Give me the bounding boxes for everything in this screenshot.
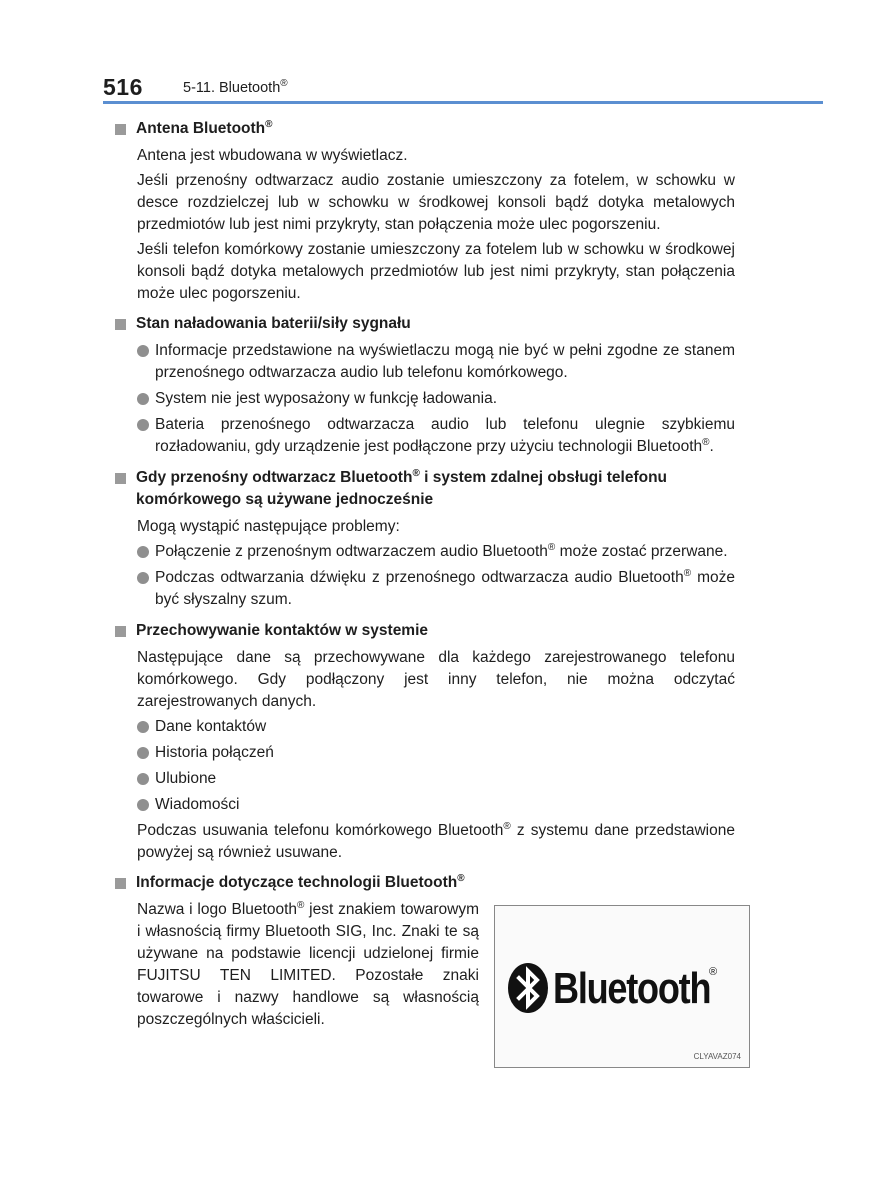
square-bullet-icon (115, 473, 126, 484)
bluetooth-logo-figure (494, 905, 750, 1068)
antenna-paragraph-1: Antena jest wbudowana w wyświetlacz. (137, 147, 408, 164)
header-rule (103, 101, 823, 104)
simultaneous-intro: Mogą wystąpić następujące problemy: (137, 518, 400, 535)
battery-bullet-2: System nie jest wyposażony w funkcję ładowania. (137, 388, 735, 410)
simultaneous-bullet-2: Podczas odtwarzania dźwięku z przenośnego odtwarzacza audio Bluetooth® może być słyszalny szum. (137, 567, 735, 611)
page-header (103, 72, 823, 106)
circle-bullet-icon (137, 773, 149, 785)
list-item: Ulubione (137, 768, 735, 790)
heading-simultaneous: Gdy przenośny odtwarzacz Bluetooth® i system zdalnej obsługi telefonu komórkowego są używane jednocześnie (115, 467, 735, 511)
square-bullet-icon (115, 626, 126, 637)
list-item: Historia połączeń (137, 742, 735, 764)
square-bullet-icon (115, 319, 126, 330)
square-bullet-icon (115, 124, 126, 135)
antenna-paragraph-3: Jeśli telefon komórkowy zostanie umieszczony za fotelem lub w schowku w środkowej konsoli bądź dotyka metalowych przedmiotów lub jest nimi przykryty, stan połączenia może ulec pogorszeniu. (137, 241, 735, 302)
heading-battery: Stan naładowania baterii/siły sygnału (115, 313, 735, 335)
bluetooth-wordmark: Bluetooth (553, 964, 711, 1013)
heading-antenna: Antena Bluetooth® (115, 118, 735, 140)
bluetooth-icon (507, 962, 549, 1014)
circle-bullet-icon (137, 747, 149, 759)
circle-bullet-icon (137, 799, 149, 811)
battery-bullet-1: Informacje przedstawione na wyświetlaczu mogą nie być w pełni zgodne ze stanem przenośnego odtwarzacza audio lub telefonu komórkowego. (137, 340, 735, 384)
circle-bullet-icon (137, 419, 149, 431)
heading-tech: Informacje dotyczące technologii Bluetooth® (115, 872, 735, 894)
circle-bullet-icon (137, 393, 149, 405)
section-title: 5-11. Bluetooth® (183, 78, 288, 96)
heading-contacts: Przechowywanie kontaktów w systemie (115, 620, 735, 642)
circle-bullet-icon (137, 572, 149, 584)
tech-block (137, 899, 741, 1069)
list-item: Wiadomości (137, 794, 735, 816)
contacts-intro: Następujące dane są przechowywane dla każdego zarejestrowanego telefonu komórkowego. Gdy podłączony jest inny telefon, nie można odczytać zarejestrowanych danych. (137, 649, 735, 710)
registered-mark: ® (709, 966, 718, 978)
simultaneous-bullet-1: Połączenie z przenośnym odtwarzaczem audio Bluetooth® może zostać przerwane. (137, 541, 735, 563)
circle-bullet-icon (137, 345, 149, 357)
square-bullet-icon (115, 878, 126, 889)
circle-bullet-icon (137, 546, 149, 558)
list-item: Dane kontaktów (137, 716, 735, 738)
circle-bullet-icon (137, 721, 149, 733)
page-content (115, 118, 741, 1069)
figure-code: CLYAVAZ074 (693, 1052, 741, 1061)
page-number: 516 (103, 74, 143, 100)
battery-bullet-3: Bateria przenośnego odtwarzacza audio lub telefonu ulegnie szybkiemu rozładowaniu, gdy urządzenie jest podłączone przy użyciu technologii Bluetooth®. (137, 414, 735, 458)
antenna-paragraph-2: Jeśli przenośny odtwarzacz audio zostanie umieszczony za fotelem, w schowku w desce rozdzielczej lub w schowku w środkowej konsoli bądź dotyka metalowych przedmiotów lub jest nimi przykryty, stan połączenia może ulec pogorszeniu. (137, 172, 735, 233)
tech-paragraph: Nazwa i logo Bluetooth® jest znakiem towarowym i własnością firmy Bluetooth SIG, Inc. Znaki te są używane na podstawie licencji udzielonej firmie FUJITSU TEN LIMITED. Pozostałe znaki towarowe i nazwy handlowe są własnością poszczególnych właścicieli. (137, 899, 479, 1028)
contacts-outro: Podczas usuwania telefonu komórkowego Bluetooth® z systemu dane przedstawione powyżej są również usuwane. (137, 820, 735, 861)
